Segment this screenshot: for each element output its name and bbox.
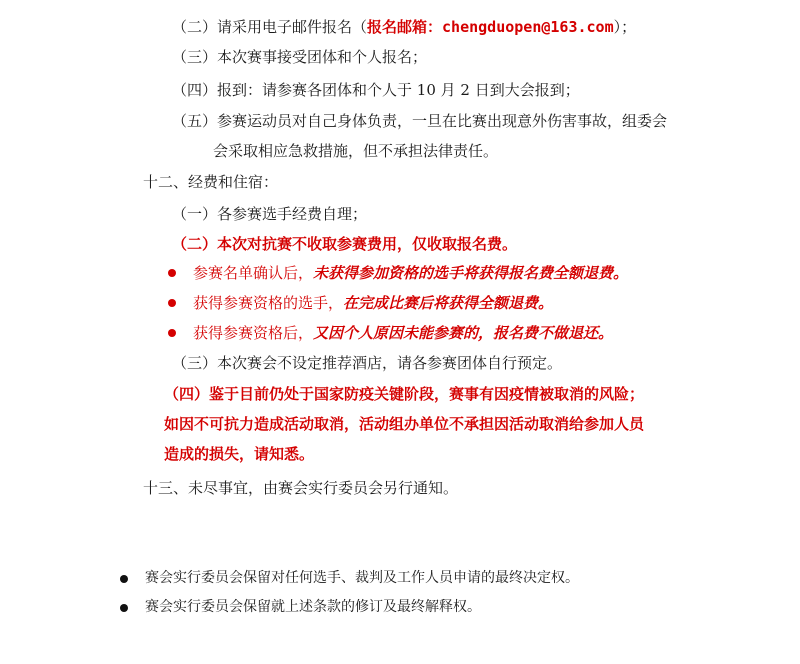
bullet-icon <box>120 604 128 612</box>
epidemic-notice-line-3: 造成的损失，请知悉。 <box>164 445 315 463</box>
refund-bullet-1 <box>193 263 628 283</box>
expense-self-line: （一）各参赛选手经费自理； <box>172 205 368 223</box>
hotel-line: （三）本次赛会不设定推荐酒店，请各参赛团体自行预定。 <box>172 354 563 372</box>
team-individual-line: （三）本次赛事接受团体和个人报名； <box>172 48 428 66</box>
email-address: chengduopen@163.com <box>442 18 614 36</box>
bullet-text-emphasis: 在完成比赛后将获得全额退费。 <box>343 294 554 312</box>
bullet-text-emphasis: 未获得参加资格的选手将获得报名费全额退费。 <box>313 264 629 282</box>
line-text: （二）请采用电子邮件报名（ <box>172 18 368 36</box>
epidemic-notice-line-2: 如因不可抗力造成活动取消，活动组办单位不承担因活动取消给参加人员 <box>164 415 645 433</box>
section-heading-12: 十二、经费和住宿： <box>143 173 279 191</box>
bullet-text-plain: 获得参赛资格的选手， <box>193 294 344 312</box>
liability-line: （五）参赛运动员对自己身体负责，一旦在比赛出现意外伤害事故，组委会 <box>172 112 668 130</box>
epidemic-notice-line-1: （四）鉴于目前仍处于国家防疫关键阶段，赛事有因疫情被取消的风险； <box>164 385 645 403</box>
email-label: 报名邮箱： <box>367 18 443 36</box>
bullet-text-plain: 获得参赛资格后， <box>193 324 314 342</box>
line-text: ）； <box>613 18 637 36</box>
bullet-text-emphasis: 又因个人原因未能参赛的，报名费不做退还。 <box>313 324 614 342</box>
registration-email-line <box>172 17 636 37</box>
bullet-text-plain: 参赛名单确认后， <box>193 264 314 282</box>
liability-line-cont: 会采取相应急救措施，但不承担法律责任。 <box>213 142 499 160</box>
refund-bullet-2 <box>193 293 553 313</box>
bullet-icon <box>168 299 176 307</box>
fee-policy-line: （二）本次对抗赛不收取参赛费用，仅收取报名费。 <box>172 235 518 253</box>
section-heading-13: 十三、未尽事宜，由赛会实行委员会另行通知。 <box>143 479 459 497</box>
final-decision-note: 赛会实行委员会保留对任何选手、裁判及工作人员申请的最终决定权。 <box>145 570 579 586</box>
refund-bullet-3 <box>193 323 613 343</box>
interpretation-note: 赛会实行委员会保留就上述条款的修订及最终解释权。 <box>145 599 481 615</box>
bullet-icon <box>168 329 176 337</box>
check-in-line: （四）报到：请参赛各团体和个人于 10 月 2 日到大会报到； <box>172 81 580 99</box>
bullet-icon <box>120 575 128 583</box>
bullet-icon <box>168 269 176 277</box>
